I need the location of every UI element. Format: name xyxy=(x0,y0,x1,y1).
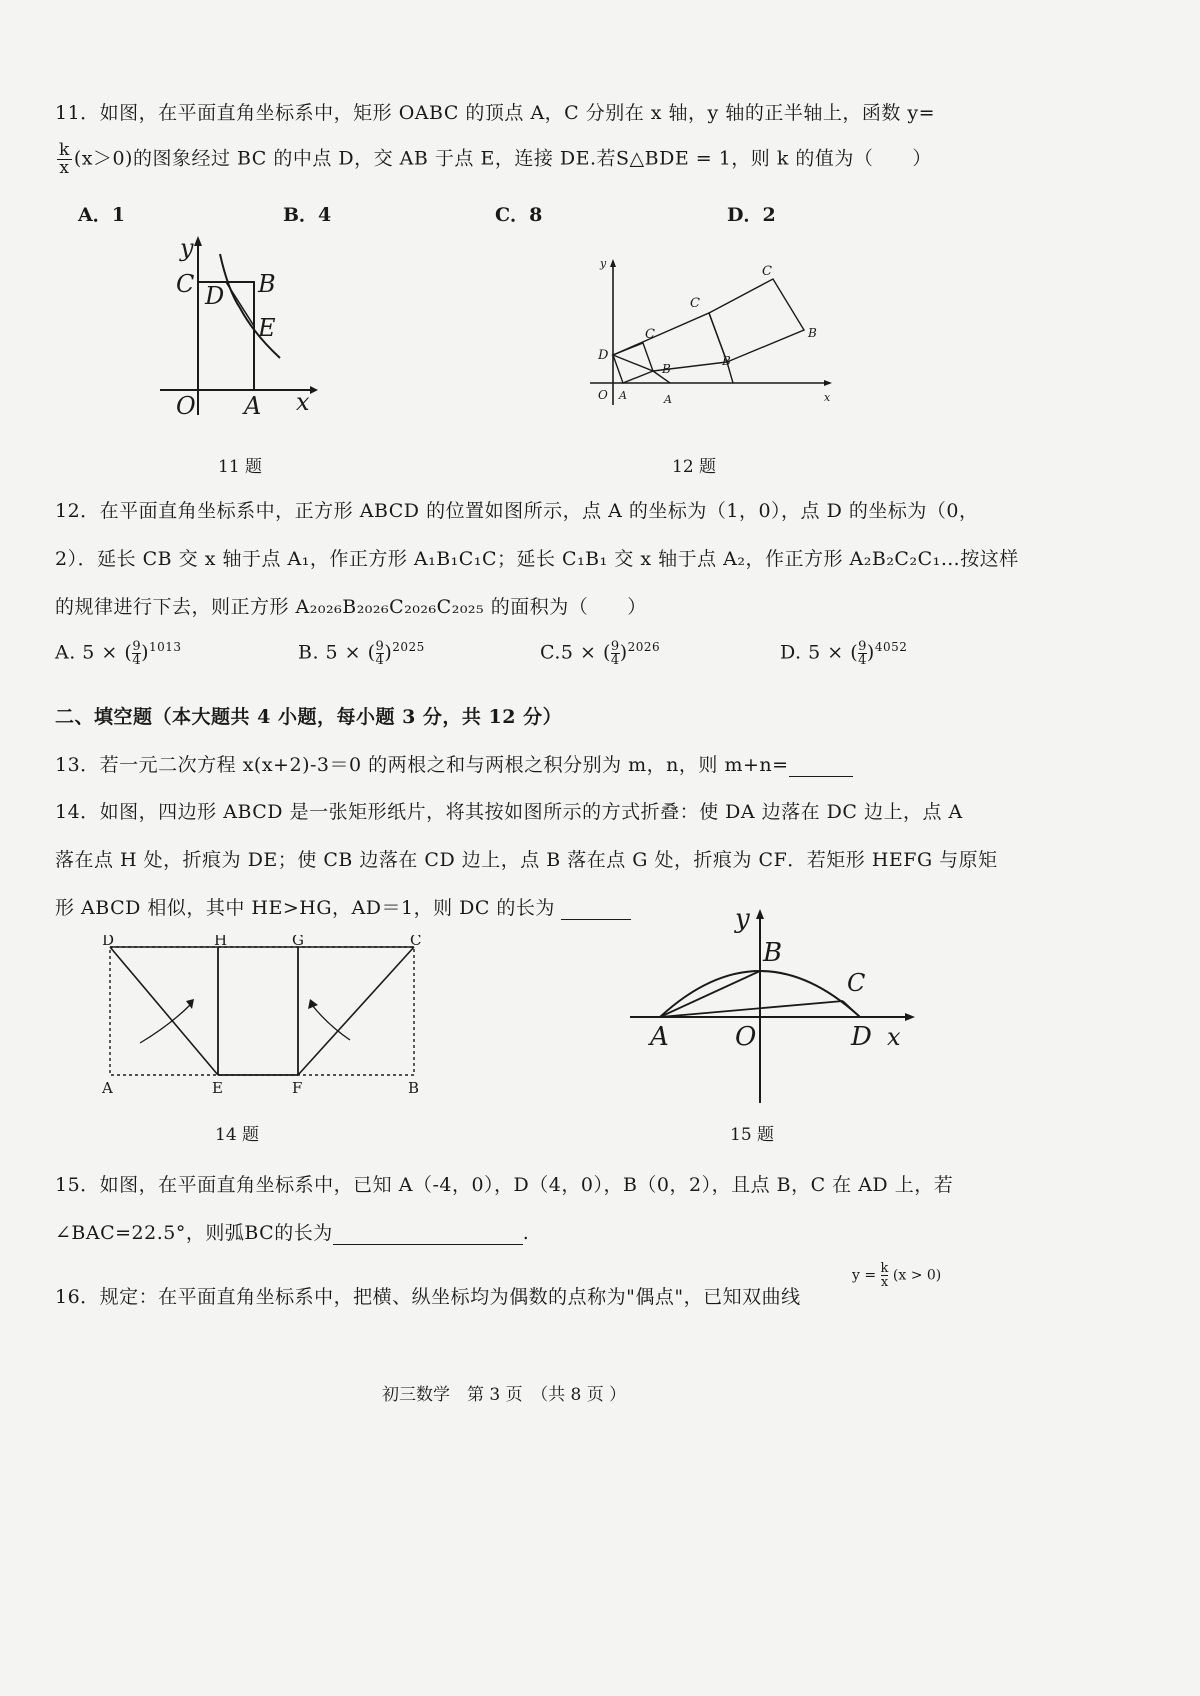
q12-line3: 的规律进行下去，则正方形 A₂₀₂₆B₂₀₂₆C₂₀₂₆C₂₀₂₅ 的面积为（ ） xyxy=(55,596,647,618)
q11-figure xyxy=(150,230,330,420)
q15-label-c: C xyxy=(847,969,866,997)
q16-line1: 16．规定：在平面直角坐标系中，把横、纵坐标均为偶数的点称为"偶点"，已知双曲线 xyxy=(55,1286,801,1308)
q14-answer-blank xyxy=(561,897,631,920)
q11-label-x: x xyxy=(296,388,310,416)
q11-label-d: D xyxy=(205,282,225,310)
q12-label-b: B xyxy=(662,362,671,376)
q14-figure xyxy=(100,935,430,1095)
q15-figure xyxy=(625,905,925,1105)
q12-option-d: D. 5 × ( $\frac{9}{4}$ )$^{4052}$ xyxy=(780,639,908,668)
q11-function-fraction: $\frac{k}{x}$ xyxy=(59,140,70,178)
q16-curve-formula: y = $\frac{k}{x}$ (x > 0) xyxy=(852,1261,942,1290)
q12-label-c: C xyxy=(645,327,655,342)
q11-label-o: O xyxy=(176,392,196,420)
q12-label-d: D xyxy=(598,348,609,363)
q11-label-a: A xyxy=(244,392,262,420)
q14-label-e: E xyxy=(212,1079,223,1095)
q12-option-c: C.5 × ( $\frac{9}{4}$ )$^{2026}$ xyxy=(540,639,661,668)
q14-label-h: H xyxy=(214,935,228,949)
q12-label-o: O xyxy=(598,388,608,402)
q12-label-c1: C xyxy=(690,296,700,311)
q15-label-o: O xyxy=(735,1022,757,1052)
q11-option-c: C．8 xyxy=(495,204,543,226)
q14-label-a: A xyxy=(102,1079,113,1095)
q13-answer-blank xyxy=(789,754,853,777)
q11-line2-text: (x＞0)的图象经过 BC 的中点 D，交 AB 于点 E，连接 DE.若S△BDE = 1，则 k 的值为（ ） xyxy=(73,147,932,170)
q12-label-c2: C xyxy=(762,264,772,279)
q14-line2: 落在点 H 处，折痕为 DE；使 CB 边落在 CD 边上，点 B 落在点 G 处，折痕为 CF．若矩形 HEFG 与原矩 xyxy=(55,849,998,871)
section-2-heading: 二、填空题（本大题共 4 小题，每小题 3 分，共 12 分） xyxy=(55,706,563,728)
q15-label-b: B xyxy=(763,938,783,968)
q15-label-x: x xyxy=(887,1023,901,1051)
q13-text: 13．若一元二次方程 x(x+2)-3＝0 的两根之和与两根之积分别为 m，n，则 m+n= xyxy=(55,750,853,777)
q12-figure xyxy=(590,255,840,415)
q14-line3: 形 ABCD 相似，其中 HE>HG，AD＝1，则 DC 的长为 xyxy=(55,893,631,920)
q14-line1: 14．如图，四边形 ABCD 是一张矩形纸片，将其按如图所示的方式折叠：使 DA 边落在 DC 边上，点 A xyxy=(55,801,963,823)
q14-label-c: C xyxy=(410,935,422,949)
q11-label-b: B xyxy=(258,270,276,298)
q11-option-a: A．1 xyxy=(78,204,125,226)
page-footer: 初三数学 第 3 页 （共 8 页 ） xyxy=(382,1385,627,1405)
q12-label-a: A xyxy=(619,389,627,402)
q11-label-e: E xyxy=(258,314,276,342)
q12-label-y: y xyxy=(600,257,607,270)
q11-line2 xyxy=(55,142,932,177)
q12-label-b2: B xyxy=(808,326,817,340)
q11-line1: 11．如图，在平面直角坐标系中，矩形 OABC 的顶点 A，C 分别在 x 轴，y 轴的正半轴上，函数 y= xyxy=(55,102,936,124)
q12-label-x: x xyxy=(824,391,831,404)
q12-label-a1: A xyxy=(664,393,672,406)
q11-option-b: B．4 xyxy=(283,204,332,226)
q12-option-a: A. 5 × ( $\frac{9}{4}$ )$^{1013}$ xyxy=(55,639,182,668)
q11-option-d: D．2 xyxy=(727,204,776,226)
q15-line2: ∠BAC=22.5°，则弧BC的长为 . xyxy=(55,1222,530,1244)
q15-figure-caption: 15 题 xyxy=(730,1125,775,1145)
q15-line1: 15．如图，在平面直角坐标系中，已知 A（-4，0），D（4，0），B（0，2），且点 B，C 在 AD 上，若 xyxy=(55,1174,954,1196)
q11-label-y: y xyxy=(180,234,194,262)
q15-answer-blank xyxy=(333,1222,523,1245)
q12-figure-caption: 12 题 xyxy=(672,457,717,477)
q15-label-d: D xyxy=(851,1022,872,1052)
q14-label-f: F xyxy=(292,1079,303,1095)
q14-figure-caption: 14 题 xyxy=(215,1125,260,1145)
q11-label-c: C xyxy=(176,270,195,298)
q11-figure-caption: 11 题 xyxy=(218,457,263,477)
q12-line1: 12．在平面直角坐标系中，正方形 ABCD 的位置如图所示，点 A 的坐标为（1，0），点 D 的坐标为（0， xyxy=(55,500,979,522)
q12-option-b: B. 5 × ( $\frac{9}{4}$ )$^{2025}$ xyxy=(298,639,425,668)
q12-label-b1: B xyxy=(722,354,731,368)
q15-label-a: A xyxy=(650,1022,669,1052)
q12-line2: 2）．延长 CB 交 x 轴于点 A₁，作正方形 A₁B₁C₁C；延长 C₁B₁ 交 x 轴于点 A₂，作正方形 A₂B₂C₂C₁…按这样 xyxy=(55,548,1019,570)
q14-label-d: D xyxy=(102,935,115,949)
q14-label-b: B xyxy=(408,1079,420,1095)
q14-label-g: G xyxy=(292,935,304,949)
q15-label-y: y xyxy=(735,905,750,934)
